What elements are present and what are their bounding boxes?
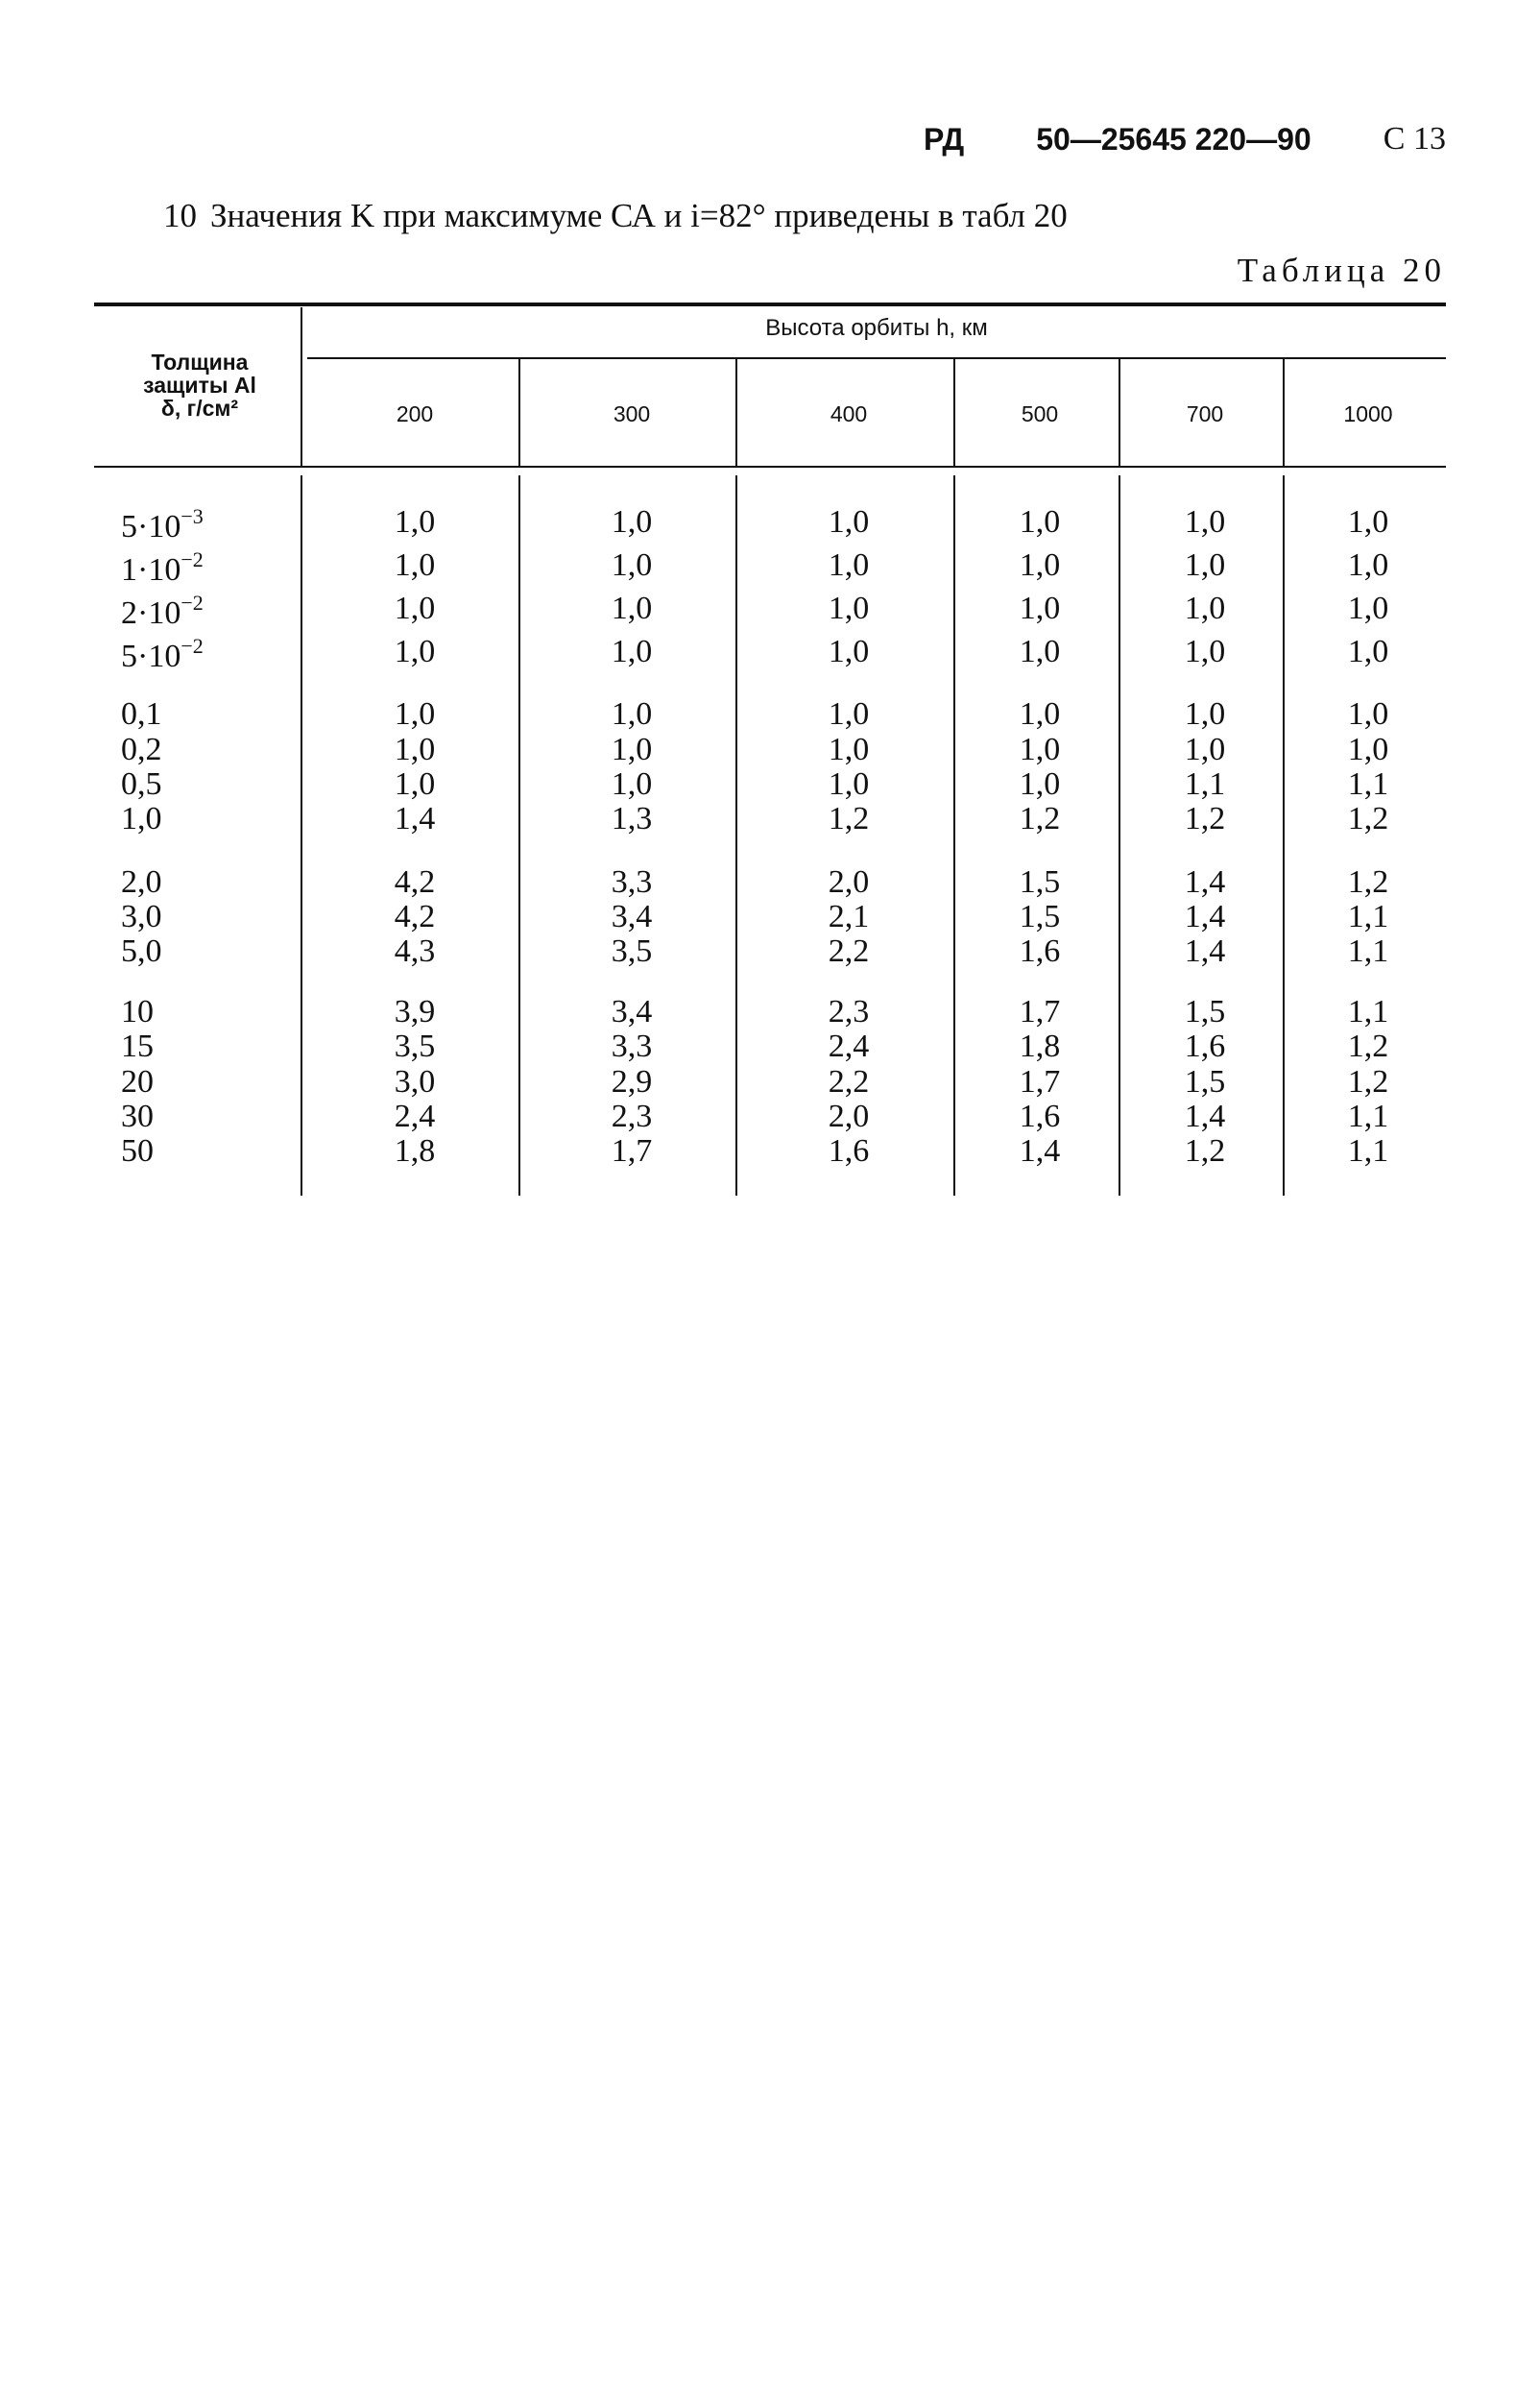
stub-header-line: δ, г/см² [160,396,239,421]
row-label-exponent: −3 [180,504,204,528]
table-cell: 1,5 [1184,1064,1226,1100]
table-cell: 1,3 [611,801,653,836]
table-cell: 3,4 [611,994,653,1029]
row-label-exponent: −2 [180,547,204,571]
column-separator-header [518,359,520,466]
row-label-exponent: −2 [180,634,204,658]
row-label: 20 [121,1064,154,1100]
page-number: С 13 [1383,121,1446,157]
table-cell: 2,1 [828,899,870,934]
table-cell: 1,2 [1347,1064,1389,1100]
column-separator-header [301,307,302,466]
table-cell: 1,0 [1184,504,1226,540]
table-cell: 1,5 [1019,864,1061,900]
table-cell: 1,1 [1347,1099,1389,1134]
table-cell: 4,3 [394,933,436,969]
table-cell: 1,0 [611,591,653,626]
table-cell: 1,0 [828,766,870,802]
table-cell: 1,0 [394,504,436,540]
column-header: 500 [1021,401,1059,426]
table-cell: 3,5 [394,1029,436,1064]
doc-code: РД [924,121,965,157]
table-cell: 1,0 [1019,504,1061,540]
table-cell: 1,2 [1347,864,1389,900]
row-label: 30 [121,1099,154,1134]
column-header: 1000 [1343,401,1393,426]
table-cell: 1,0 [1184,732,1226,767]
table-row [0,696,1540,733]
row-label: 0,2 [121,732,162,767]
table-cell: 1,0 [1019,732,1061,767]
paragraph-number: 10 [163,197,197,234]
table-cell: 2,2 [828,933,870,969]
table-cell: 1,2 [1019,801,1061,836]
table-cell: 1,0 [394,547,436,583]
table-cell: 1,0 [1347,504,1389,540]
table-row [0,899,1540,935]
row-label: 0,5 [121,766,162,802]
table-cell: 1,4 [1184,864,1226,900]
table-row [0,591,1540,631]
table-cell: 1,0 [1347,696,1389,732]
table-cell: 3,3 [611,1029,653,1064]
table-cell: 1,4 [1019,1133,1061,1169]
table-cell: 2,3 [611,1099,653,1134]
table-cell: 2,3 [828,994,870,1029]
table-cell: 1,1 [1347,766,1389,802]
table-cell: 4,2 [394,899,436,934]
table-cell: 2,0 [828,864,870,900]
span-header: Высота орбиты h, км [765,315,988,341]
column-separator-header [1283,359,1285,466]
table-cell: 1,8 [1019,1029,1061,1064]
table-cell: 1,0 [394,591,436,626]
table-cell: 1,7 [1019,1064,1061,1100]
table-cell: 1,0 [611,547,653,583]
stub-header [94,351,305,420]
row-label: 5,0 [121,933,162,969]
table-cell: 1,0 [611,634,653,669]
table-cell: 2,2 [828,1064,870,1100]
stub-header-line: Толщина [151,350,249,375]
table-cell: 1,4 [394,801,436,836]
table-cell: 1,0 [394,732,436,767]
table-cell: 1,0 [394,766,436,802]
table-cell: 1,0 [611,766,653,802]
column-separator-header [735,359,737,466]
paragraph-text: Значения K при максимуме СА и i=82° приведены в табл 20 [210,197,1068,234]
row-label: 10 [121,994,154,1029]
column-separator-header [953,359,955,466]
row-label: 15 [121,1029,154,1064]
table-cell: 1,0 [1347,634,1389,669]
table-cell: 1,7 [611,1133,653,1169]
table-caption: Таблица 20 [1237,252,1446,289]
table-cell: 1,0 [611,732,653,767]
table-cell: 1,6 [1019,1099,1061,1134]
table-cell: 1,0 [1347,732,1389,767]
column-header: 300 [613,401,651,426]
table-cell: 1,1 [1184,766,1226,802]
row-label: $1\cdot 10^{-2}$ [121,547,204,588]
table-cell: 1,1 [1347,994,1389,1029]
table-cell: 1,8 [394,1133,436,1169]
table-cell: 1,4 [1184,933,1226,969]
table-cell: 1,5 [1019,899,1061,934]
table-cell: 1,0 [1184,591,1226,626]
table-cell: 1,2 [1184,1133,1226,1169]
table-cell: 1,0 [1347,591,1389,626]
row-label: $5\cdot 10^{-2}$ [121,634,204,674]
stub-header-line: защиты Al [143,373,256,398]
table-cell: 1,0 [1019,547,1061,583]
table-cell: 1,0 [828,696,870,732]
table-row [0,1133,1540,1170]
doc-number: 50—25645 220—90 [1036,121,1311,157]
table-cell: 1,0 [1019,766,1061,802]
table-cell: 1,0 [611,504,653,540]
table-cell: 1,2 [1184,801,1226,836]
table-row [0,864,1540,901]
table-row [0,504,1540,545]
column-header: 700 [1186,401,1224,426]
table-cell: 2,4 [828,1029,870,1064]
table-cell: 4,2 [394,864,436,900]
column-header: 200 [396,401,434,426]
table-cell: 1,0 [1019,696,1061,732]
table-row [0,1029,1540,1065]
table-cell: 1,0 [611,696,653,732]
row-label: 2,0 [121,864,162,900]
table-cell: 1,0 [1184,696,1226,732]
table-row [0,933,1540,970]
table-row [0,801,1540,837]
table-cell: 1,0 [828,547,870,583]
column-header: 400 [830,401,868,426]
table-cell: 1,7 [1019,994,1061,1029]
table-row [0,547,1540,588]
table-top-rule [94,303,1446,306]
table-cell: 2,0 [828,1099,870,1134]
table-cell: 1,6 [1184,1029,1226,1064]
table-cell: 1,0 [394,696,436,732]
table-cell: 1,6 [828,1133,870,1169]
table-cell: 1,0 [394,634,436,669]
table-cell: 1,0 [828,732,870,767]
table-cell: 1,2 [1347,801,1389,836]
table-cell: 1,0 [1019,591,1061,626]
intro-paragraph [163,197,1068,235]
row-label: $5\cdot 10^{-3}$ [121,504,204,545]
table-cell: 1,0 [828,591,870,626]
table-cell: 1,4 [1184,1099,1226,1134]
table-cell: 3,3 [611,864,653,900]
table-row [0,766,1540,803]
row-label: 50 [121,1133,154,1169]
table-cell: 3,4 [611,899,653,934]
table-cell: 1,0 [1347,547,1389,583]
table-cell: 3,5 [611,933,653,969]
table-row [0,994,1540,1030]
row-label: 0,1 [121,696,162,732]
table-row [0,634,1540,674]
table-cell: 3,9 [394,994,436,1029]
row-label: $2\cdot 10^{-2}$ [121,591,204,631]
table-header-divider [307,357,1446,359]
table-cell: 1,1 [1347,933,1389,969]
row-label: 1,0 [121,801,162,836]
table-cell: 1,2 [828,801,870,836]
table-row [0,1099,1540,1135]
row-label: 3,0 [121,899,162,934]
table-cell: 1,0 [1184,547,1226,583]
table-header-bottom-rule [94,466,1446,468]
running-header [924,115,1446,163]
column-separator-header [1119,359,1120,466]
table-cell: 1,1 [1347,1133,1389,1169]
row-label-exponent: −2 [180,591,204,615]
table-cell: 1,4 [1184,899,1226,934]
table-cell: 1,0 [1019,634,1061,669]
table-cell: 3,0 [394,1064,436,1100]
table-row [0,732,1540,768]
table-cell: 2,9 [611,1064,653,1100]
table-cell: 1,0 [828,504,870,540]
table-cell: 1,6 [1019,933,1061,969]
table-cell: 1,2 [1347,1029,1389,1064]
table-cell: 1,1 [1347,899,1389,934]
table-cell: 1,5 [1184,994,1226,1029]
table-cell: 2,4 [394,1099,436,1134]
table-cell: 1,0 [1184,634,1226,669]
table-row [0,1064,1540,1101]
table-cell: 1,0 [828,634,870,669]
